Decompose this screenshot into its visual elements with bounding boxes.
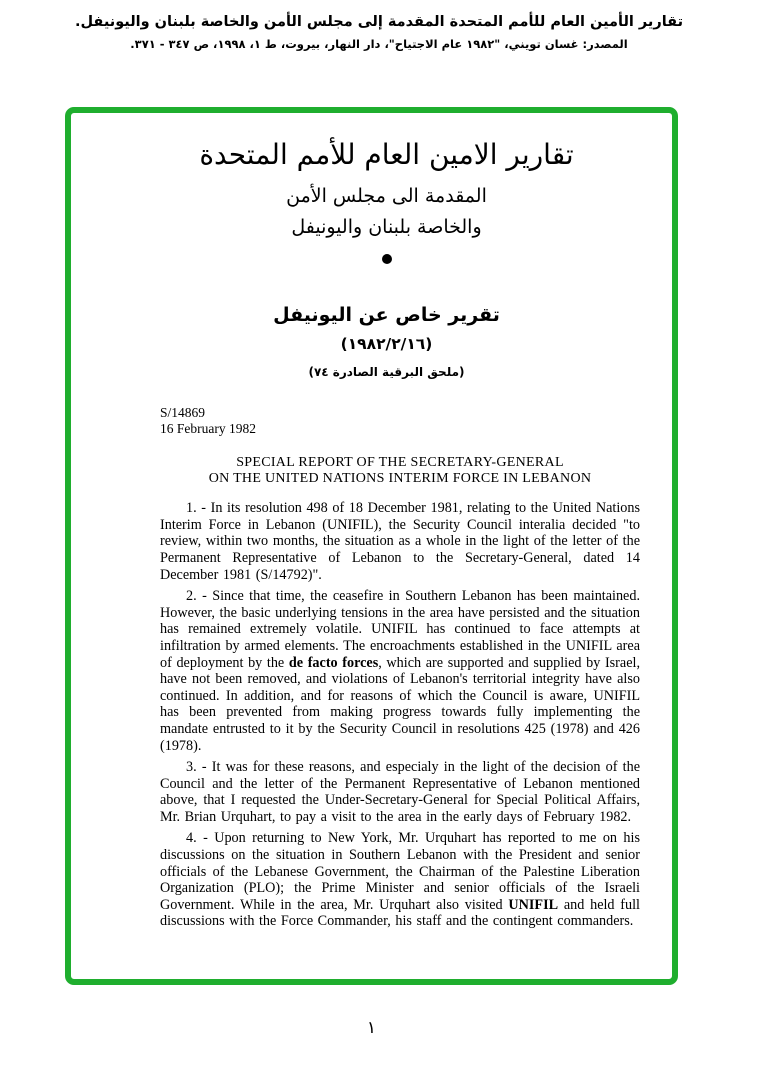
english-report [160, 405, 640, 930]
arabic-title-block [71, 139, 672, 379]
report-title-line2: ON THE UNITED NATIONS INTERIM FORCE IN LEBANON [208, 471, 592, 487]
document-title-arabic: تقارير الامين العام للأمم المتحدة [199, 138, 574, 171]
source-header-title: تقارير الأمين العام للأمم المتحدة المقدمة إلى مجلس الأمن والخاصة بلبنان واليونيفل. [74, 14, 684, 30]
document-id-block [160, 405, 640, 437]
section-note-arabic: (ملحق البرقية الصادرة ٧٤) [308, 365, 465, 380]
report-title [160, 455, 640, 487]
document-frame [65, 107, 678, 985]
report-paragraphs [160, 500, 640, 930]
report-title-line1: SPECIAL REPORT OF THE SECRETARY-GENERAL [236, 455, 564, 471]
section-title-arabic: تقرير خاص عن اليونيفل [273, 304, 500, 327]
source-header-citation: المصدر: غسان تويني، "١٩٨٢ عام الاجتياح"، دار النهار، بيروت، ط ١، ١٩٩٨، ص ٣٤٧ - ٣٧١. [130, 37, 628, 51]
document-date: 16 February 1982 [160, 421, 256, 437]
source-header [0, 14, 758, 51]
section-date-arabic: (١٩٨٢/٢/١٦) [340, 335, 433, 354]
document-number: S/14869 [160, 405, 206, 421]
report-paragraph: 1. - In its resolution 498 of 18 December 1981, relating to the United Nations Interim Force in Lebanon (UNIFIL), the Security Council interalia decided "to review, within two months, the situation as a whole in the light of the letter of the Permanent Representative of Lebanon to the Secretary-General, dated 14 December 1981 (S/14792)". [160, 500, 640, 583]
report-paragraph: 3. - It was for these reasons, and especialy in the light of the decision of the Council and the letter of the Permanent Representative of Lebanon mentioned above, that I requested the Under-Secretary-General for Special Political Affairs, Mr. Brian Urquhart, to pay a visit to the area in the early days of February 1982. [160, 759, 640, 825]
document-subtitle-arabic-2: والخاصة بلبنان واليونيفل [291, 216, 482, 239]
page-number: ١ [366, 1018, 377, 1038]
report-paragraph: 4. - Upon returning to New York, Mr. Urquhart has reported to me on his discussions on the situation in Southern Lebanon with the President and senior officials of the Lebanese Government, the Chairman of the Palestine Liberation Organization (PLO); the Prime Minister and senior officials of the Israeli Government. While in the area, Mr. Urquhart also visited UNIFIL and held full discussions with the Force Commander, his staff and the contingent commanders. [160, 830, 640, 930]
separator-bullet-icon [382, 254, 392, 264]
report-paragraph: 2. - Since that time, the ceasefire in Southern Lebanon has been maintained. However, the basic underlying tensions in the area have persisted and the situation has remained extremely volatile. UNIFIL has continued to face attempts at infiltration by armed elements. The encroachments established in the UNIFIL area of deployment by the de facto forces, which are supported and supplied by Israel, have not been removed, and violations of Lebanon's territorial integrity have also continued. In addition, and for reasons of which the Council is aware, UNIFIL has been prevented from making progress towards fully implementing the mandate entrusted to it by the Security Council in resolutions 425 (1978) and 426 (1978). [160, 588, 640, 754]
document-subtitle-arabic-1: المقدمة الى مجلس الأمن [286, 185, 487, 208]
